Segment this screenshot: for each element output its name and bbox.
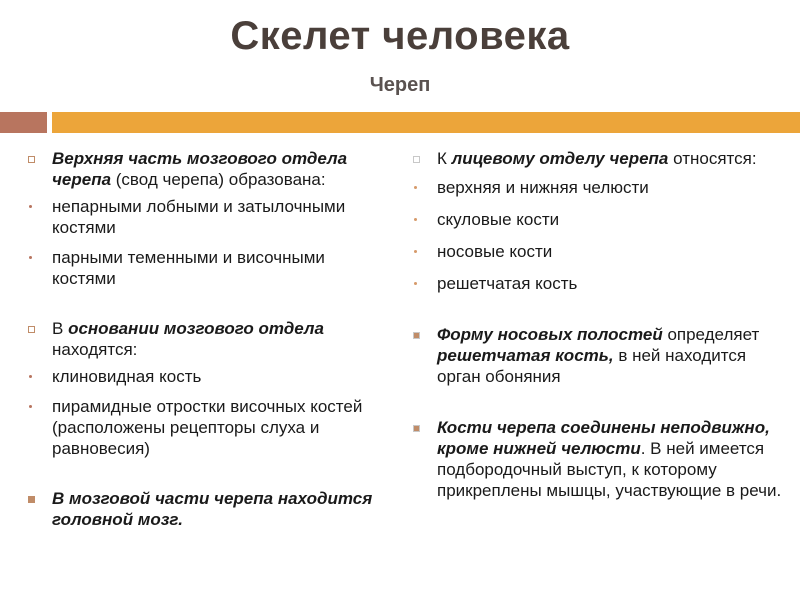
- item-text: парными теменными и височными костями: [52, 248, 325, 288]
- dot-bullet-icon: [414, 218, 417, 221]
- dot-bullet-icon: [29, 375, 32, 378]
- item-text: верхняя и нижняя челюсти: [437, 178, 649, 197]
- list-item: [405, 148, 790, 169]
- item-text: в ней находится орган обоняния: [437, 346, 747, 386]
- item-text: определяет: [662, 325, 760, 344]
- item-text: клиновидная кость: [52, 367, 202, 386]
- square-bullet-icon: [28, 496, 35, 503]
- item-bold-text: решетчатая кость,: [437, 346, 614, 365]
- item-text: находятся:: [52, 340, 138, 359]
- list-item: [405, 177, 790, 198]
- list-item: [20, 247, 380, 289]
- item-bold-text: В мозговой части черепа находится головной мозг.: [52, 489, 373, 529]
- dot-bullet-icon: [414, 250, 417, 253]
- list-item: [20, 148, 380, 190]
- page-subtitle: Череп: [369, 74, 431, 96]
- list-item: [405, 241, 790, 262]
- list-item: [20, 488, 380, 530]
- item-text: К: [437, 149, 452, 168]
- page-title: Скелет человека: [230, 14, 570, 58]
- item-text: . В ней имеется подбородочный выступ, к которому прикреплены мышцы, участвующие в речи.: [437, 439, 782, 500]
- list-item: [20, 396, 380, 459]
- accent-band-left: [0, 112, 47, 133]
- list-item: [405, 209, 790, 230]
- list-item: [405, 417, 790, 501]
- item-text: решетчатая кость: [437, 274, 578, 293]
- accent-band-right: [52, 112, 800, 133]
- item-bold-text: Верхняя часть мозгового отдела черепа: [52, 149, 348, 189]
- square-bullet-icon: [28, 326, 35, 333]
- item-bold-text: Кости черепа соединены неподвижно, кроме нижней челюсти: [437, 418, 770, 458]
- dot-bullet-icon: [29, 256, 32, 259]
- item-text: (свод черепа) образована:: [111, 170, 326, 189]
- dot-bullet-icon: [29, 405, 32, 408]
- right-column: [405, 148, 790, 501]
- item-text: относятся:: [668, 149, 757, 168]
- square-bullet-icon: [413, 332, 420, 339]
- list-item: [20, 196, 380, 238]
- item-text: носовые кости: [437, 242, 553, 261]
- dot-bullet-icon: [414, 282, 417, 285]
- item-text: непарными лобными и затылочными костями: [52, 197, 346, 237]
- list-item: [405, 273, 790, 294]
- item-text: пирамидные отростки височных костей (расположены рецепторы слуха и равновесия): [52, 397, 363, 458]
- item-bold-text: основании мозгового отдела: [68, 319, 324, 338]
- square-bullet-icon: [413, 425, 420, 432]
- dot-bullet-icon: [414, 186, 417, 189]
- item-text: скуловые кости: [437, 210, 560, 229]
- dot-bullet-icon: [29, 205, 32, 208]
- square-bullet-icon: [28, 156, 35, 163]
- left-column: [20, 148, 380, 530]
- square-bullet-icon: [413, 156, 420, 163]
- list-item: [405, 324, 790, 387]
- list-item: [20, 318, 380, 360]
- list-item: [20, 366, 380, 387]
- item-text: В: [52, 319, 69, 338]
- item-bold-text: лицевому отделу черепа: [451, 149, 669, 168]
- item-bold-text: Форму носовых полостей: [437, 325, 663, 344]
